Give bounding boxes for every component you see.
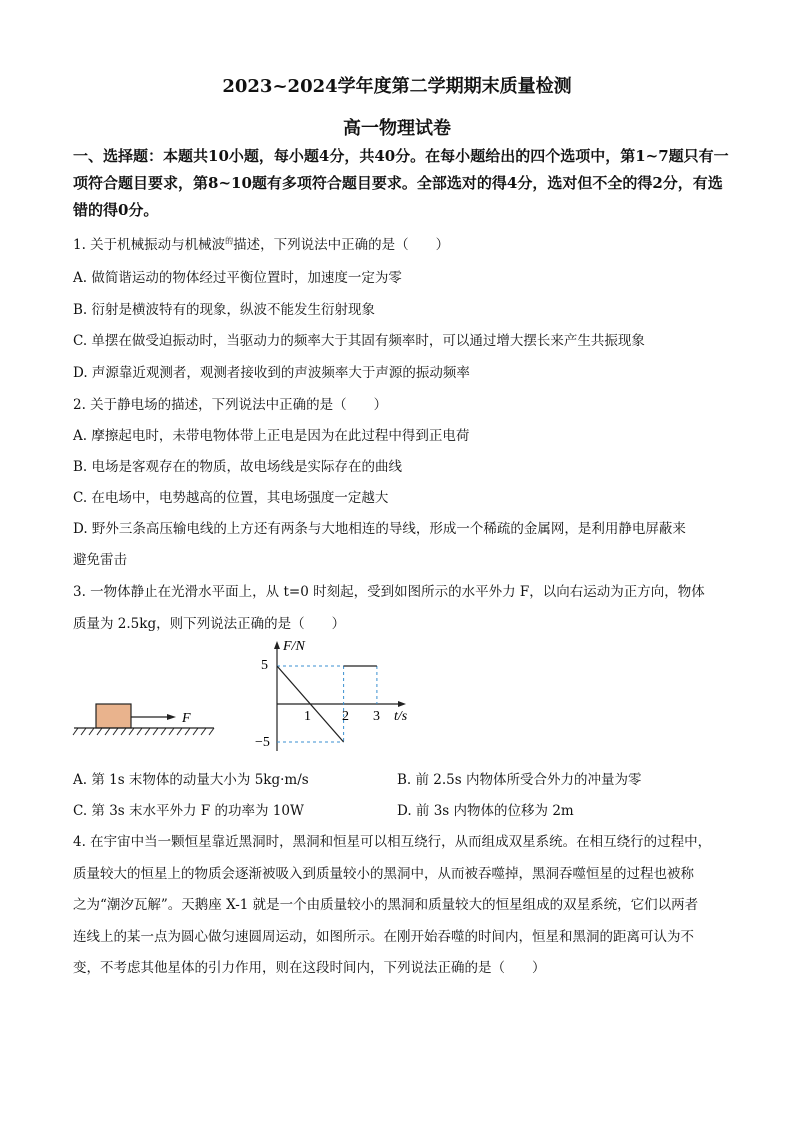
q1-stem (73, 233, 733, 253)
q1-option-b[interactable]: B. 衍射是横波特有的现象，纵波不能发生衍射现象 (73, 302, 376, 318)
exam-title: 2023~2024学年度第二学期期末质量检测 (222, 76, 572, 97)
block-figure (70, 695, 220, 740)
q2-stem: 2. 关于静电场的描述，下列说法中正确的是（ ） (73, 397, 388, 413)
q4-line-3: 之为“潮汐瓦解”。天鹅座 X-1 就是一个由质量较小的黑洞和质量较大的恒星组成的双星系统，它们以两者 (73, 897, 699, 913)
q4-line-4: 连线上的某一点为圆心做匀速圆周运动，如图所示。在刚开始吞噬的时间内，恒星和黑洞的距离可认为不 (73, 929, 694, 945)
y-tick-label-5: 5 (261, 658, 268, 673)
y-axis-label: F/N (283, 639, 305, 654)
q2-option-d[interactable]: D. 野外三条高压输电线的上方还有两条与大地相连的导线，形成一个稀疏的金属网，是利用静电屏蔽来 (73, 521, 686, 537)
x-axis-label: t/s (394, 709, 408, 724)
q2-option-b[interactable]: B. 电场是客观存在的物质，故电场线是实际存在的曲线 (73, 459, 403, 475)
q2-option-a[interactable]: A. 摩擦起电时，未带电物体带上正电是因为在此过程中得到正电荷 (73, 428, 470, 444)
y-axis-arrowhead (274, 641, 280, 649)
x-tick-label-2: 2 (342, 709, 349, 724)
q3-option-c[interactable]: C. 第 3s 末水平外力 F 的功率为 10W (73, 803, 304, 819)
section-heading: 一、选择题：本题共10小题，每小题4分，共40分。在每小题给出的四个选项中，第1~7题只有一项符合题目要求，第8~10题有多项符合题目要求。全部选对的得4分，选对但不全的得2分，有选错的得0分。 (73, 147, 729, 219)
q1-stem-text-a: 1. 关于机械振动与机械波 (73, 237, 226, 253)
q1-stem-text-b: 描述，下列说法中正确的是（ ） (233, 237, 450, 253)
q1-option-a[interactable]: A. 做简谐运动的物体经过平衡位置时，加速度一定为零 (73, 270, 402, 286)
q2-option-d-cont: 避免雷击 (73, 552, 127, 568)
x-tick-label-1: 1 (304, 709, 311, 724)
q4-line-5: 变，不考虑其他星体的引力作用，则在这段时间内，下列说法正确的是（ ） (73, 960, 546, 976)
q3-option-a[interactable]: A. 第 1s 末物体的动量大小为 5kg·m/s (73, 772, 309, 788)
ground-hatching (73, 728, 214, 735)
exam-subtitle: 高一物理试卷 (343, 118, 451, 139)
q1-stem-sup: 的 (225, 236, 234, 246)
q1-option-d[interactable]: D. 声源靠近观测者，观测者接收到的声波频率大于声源的振动频率 (73, 365, 470, 381)
q3-option-b[interactable]: B. 前 2.5s 内物体所受合外力的冲量为零 (397, 772, 642, 788)
q3-stem-line2: 质量为 2.5kg，则下列说法正确的是（ ） (73, 616, 346, 632)
q4-line-1: 4. 在宇宙中当一颗恒星靠近黑洞时，黑洞和恒星可以相互绕行，从而组成双星系统。在相互绕行的过程中， (73, 834, 712, 850)
y-tick-label-neg5: −5 (255, 735, 270, 750)
force-arrowhead (167, 714, 176, 720)
q3-stem-line1: 3. 一物体静止在光滑水平面上，从 t=0 时刻起，受到如图所示的水平外力 F，以向右运动为正方向，物体 (73, 584, 705, 600)
x-tick-label-3: 3 (373, 709, 380, 724)
q1-option-c[interactable]: C. 单摆在做受迫振动时，当驱动力的频率大于其固有频率时，可以通过增大摆长来产生共振现象 (73, 333, 645, 349)
force-label: F (182, 711, 191, 726)
q4-line-2: 质量较大的恒星上的物质会逐渐被吸入到质量较小的黑洞中，从而被吞噬掉，黑洞吞噬恒星的过程也被称 (73, 866, 694, 882)
q2-option-c[interactable]: C. 在电场中，电势越高的位置，其电场强度一定越大 (73, 490, 389, 506)
force-time-graph (250, 633, 420, 755)
x-axis-arrowhead (398, 701, 406, 707)
block (96, 704, 131, 728)
q3-option-d[interactable]: D. 前 3s 内物体的位移为 2m (397, 803, 574, 819)
